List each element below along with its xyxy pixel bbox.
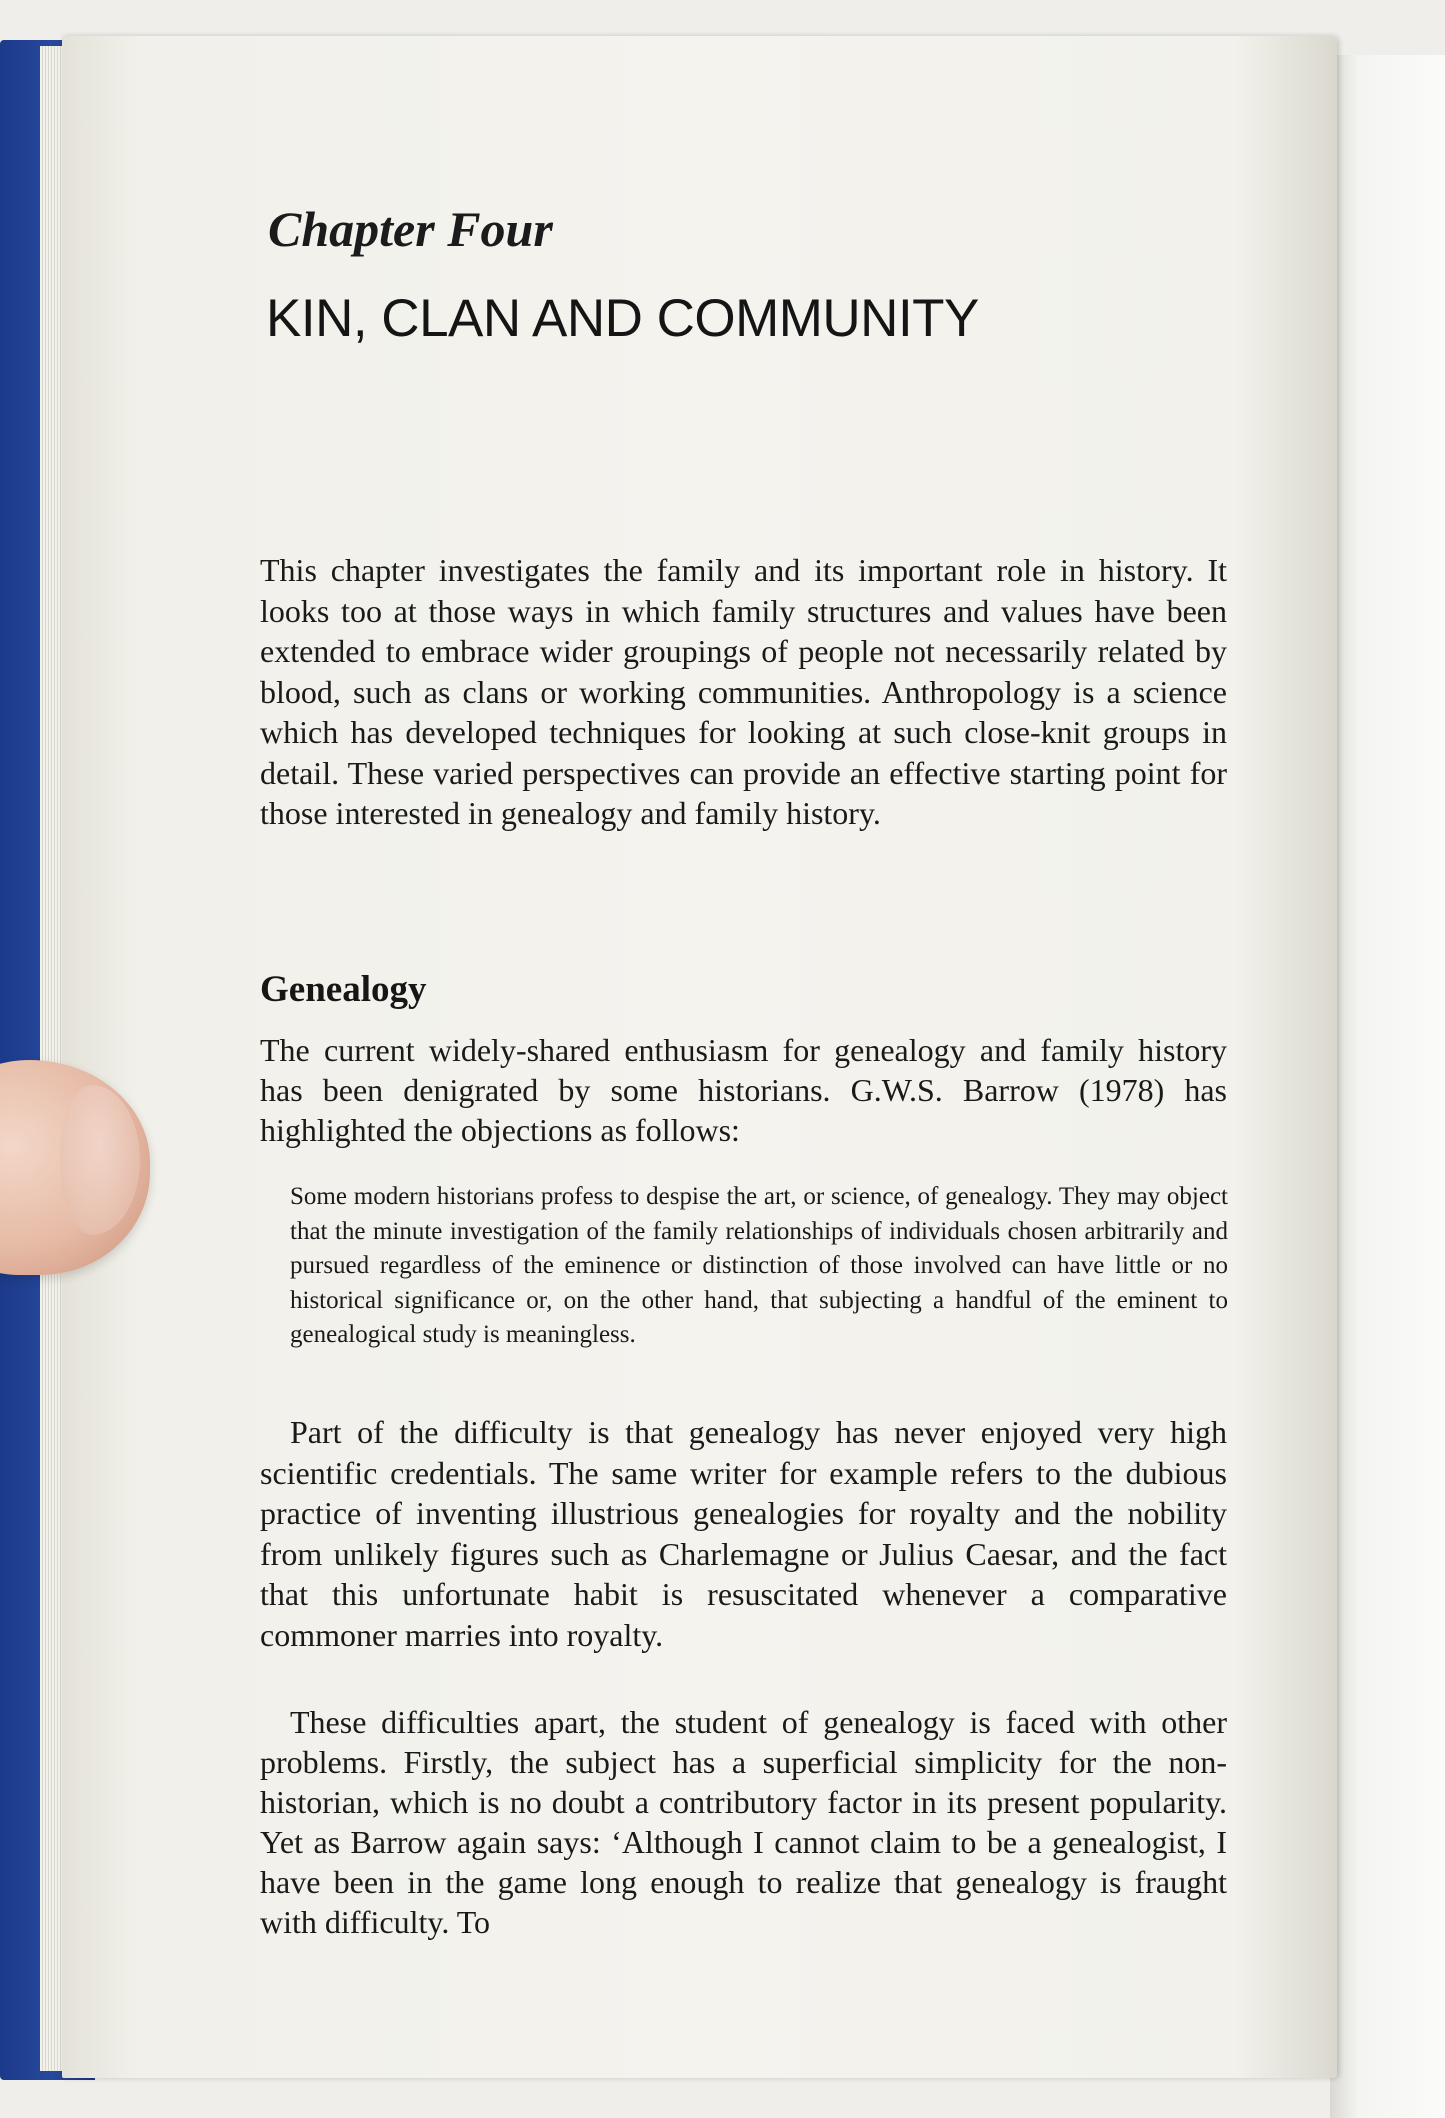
body-paragraph-3: [260, 1702, 1227, 1942]
facing-page: [1330, 55, 1445, 2118]
quote-text: Some modern historians profess to despise the art, or science, of genealogy. They may object that the minute investigation of the family relationships of individuals chosen arbitrarily and pursued regardless of the eminence or distinction of those involved can have little or no historical significance or, on the other hand, that subjecting a handful of the eminent to genealogical study is meaningless.: [290, 1183, 1228, 1348]
paragraph-text: Part of the difficulty is that genealogy has never enjoyed very high scientific credentials. The same writer for example refers to the dubious practice of inventing illustrious genealogies for royalty and the nobility from unlikely figures such as Charlemagne or Julius Caesar, and the fact that this unfortunate habit is resuscitated whenever a comparative commoner marries into royalty.: [260, 1414, 1227, 1653]
intro-paragraph: [260, 550, 1227, 834]
body-paragraph-1: [260, 1030, 1227, 1150]
chapter-title: KIN, CLAN AND COMMUNITY: [266, 289, 979, 348]
block-quote: [290, 1180, 1228, 1353]
section-heading: Genealogy: [260, 969, 427, 1010]
intro-text: This chapter investigates the family and its important role in history. It looks too at those ways in which family structures and values have been extended to embrace wider groupings of people not necessarily related by blood, such as clans or working communities. Anthropology is a science which has developed techniques for looking at such close-knit groups in detail. These varied perspectives can provide an effective starting point for those interested in genealogy and family history.: [260, 552, 1227, 831]
chapter-label: Chapter Four: [268, 201, 553, 257]
paragraph-text: These difficulties apart, the student of genealogy is faced with other problems. Firstly, the subject has a superficial simplicity for the non-historian, which is no doubt a contributory factor in its present popularity. Yet as Barrow again says: ‘Although I cannot claim to be a genealogist, I have been in the game long enough to realize that genealogy is fraught with difficulty. To: [260, 1704, 1227, 1940]
body-paragraph-2: [260, 1412, 1227, 1655]
paragraph-text: The current widely-shared enthusiasm for genealogy and family history has been denigrated by some historians. G.W.S. Barrow (1978) has highlighted the objections as follows:: [260, 1032, 1227, 1148]
